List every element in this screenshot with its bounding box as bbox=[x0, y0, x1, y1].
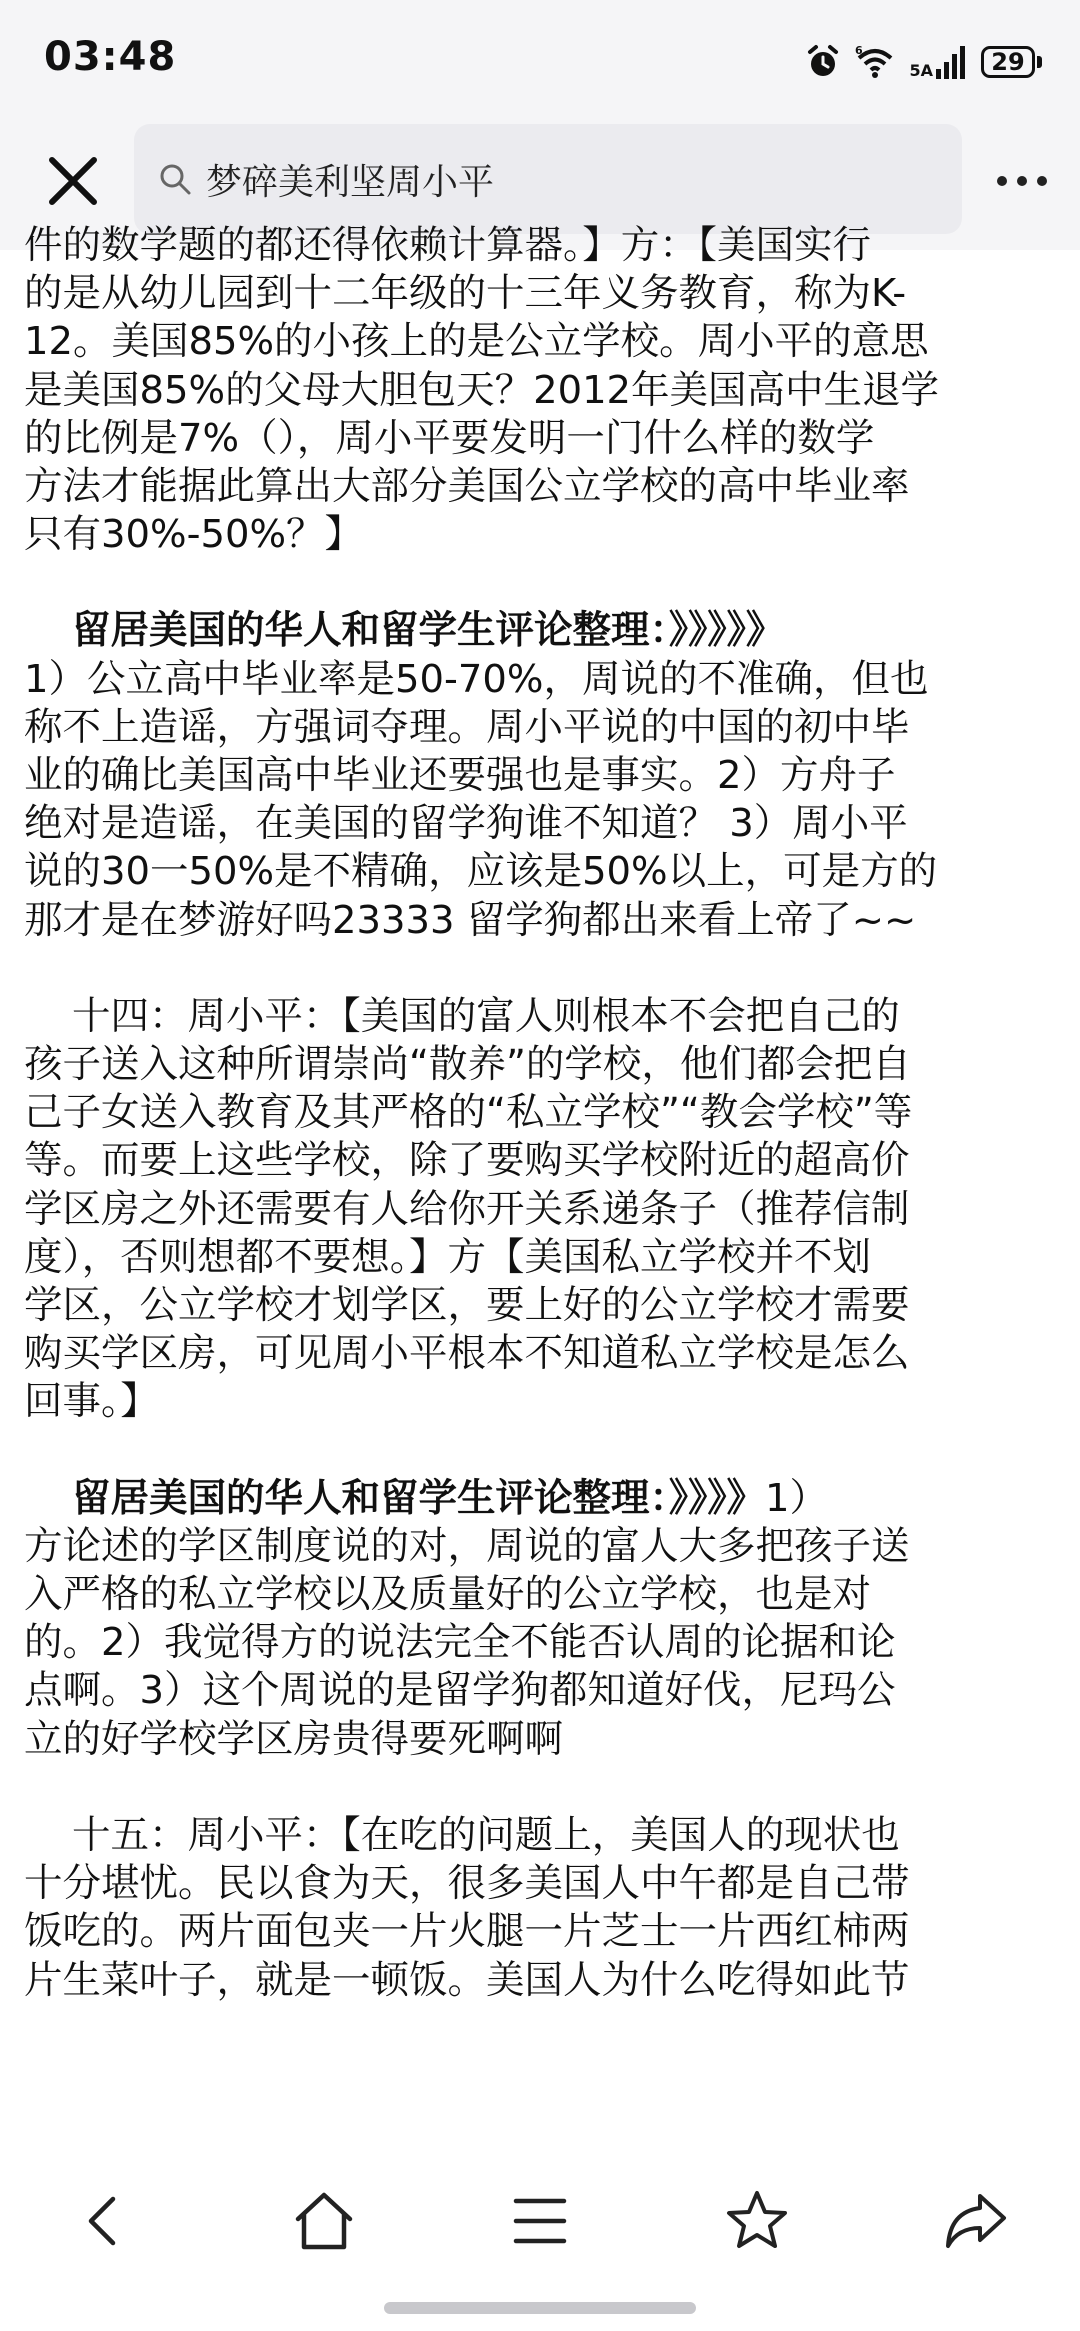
share-button[interactable] bbox=[930, 2176, 1020, 2266]
home-indicator[interactable] bbox=[384, 2302, 696, 2314]
alarm-icon bbox=[805, 44, 841, 80]
text-line: 方法才能据此算出大部分美国公立学校的高中毕业率 bbox=[24, 464, 910, 510]
text-line: 回事。】 bbox=[24, 1379, 159, 1425]
text-line: 立的好学校学区房贵得要死啊啊 bbox=[24, 1716, 564, 1762]
menu-button[interactable] bbox=[495, 2176, 585, 2266]
comment-heading: 留居美国的华人和留学生评论整理：》》》》 bbox=[72, 1475, 766, 1521]
text-line: 12。美国85%的小孩上的是公立学校。周小平的意思 bbox=[24, 319, 929, 365]
text-line: 是美国85%的父母大胆包天？2012年美国高中生退学 bbox=[24, 367, 940, 413]
more-icon bbox=[995, 174, 1049, 188]
status-icons bbox=[805, 40, 1042, 84]
text-line: 购买学区房，可见周小平根本不知道私立学校是怎么 bbox=[24, 1331, 910, 1377]
text-line: 的比例是7%（），周小平要发明一门什么样的数学 bbox=[24, 415, 875, 461]
battery-icon bbox=[981, 46, 1042, 78]
more-button[interactable] bbox=[990, 156, 1054, 206]
text-line: 片生菜叶子，就是一顿饭。美国人为什么吃得如此节 bbox=[24, 1957, 910, 2003]
search-input[interactable] bbox=[134, 124, 962, 234]
text-line: 十分堪忧。民以食为天，很多美国人中午都是自己带 bbox=[24, 1861, 910, 1907]
text-line: 业的确比美国高中毕业还要强也是事实。2）方舟子 bbox=[24, 753, 896, 799]
text-line: 称不上造谣，方强词夺理。周小平说的中国的初中毕 bbox=[24, 704, 910, 750]
home-button[interactable] bbox=[279, 2176, 369, 2266]
paragraph-3 bbox=[0, 993, 1080, 1427]
network-type-label: 5A bbox=[909, 61, 933, 80]
text-line: 的。2）我觉得方的说法完全不能否认周的论据和论 bbox=[24, 1620, 896, 1666]
search-query: 梦碎美利坚周小平 bbox=[206, 161, 495, 203]
text-line: 饭吃的。两片面包夹一片火腿一片芝士一片西红柿两 bbox=[24, 1909, 910, 1955]
text-line: 1）公立高中毕业率是50-70%，周说的不准确，但也 bbox=[24, 656, 929, 702]
home-icon bbox=[292, 2189, 356, 2253]
search-icon bbox=[158, 162, 192, 196]
text-line: 那才是在梦游好吗23333 留学狗都出来看上帝了~~ bbox=[24, 897, 917, 943]
text-line: 的是从幼儿园到十二年级的十三年义务教育，称为K- bbox=[24, 271, 907, 317]
text-line: 学区，公立学校才划学区，要上好的公立学校才需要 bbox=[24, 1283, 910, 1329]
text-line: 说的30一50%是不精确，应该是50%以上，可是方的 bbox=[24, 849, 938, 895]
paragraph-5 bbox=[0, 1812, 1080, 2005]
text-line: 十五：周小平：【在吃的问题上，美国人的现状也 bbox=[72, 1812, 900, 1858]
text-line: 孩子送入这种所谓崇尚“散养”的学校，他们都会把自 bbox=[24, 1042, 911, 1088]
signal-icon bbox=[935, 45, 967, 79]
paragraph-1 bbox=[0, 222, 1080, 559]
text-line: 件的数学题的都还得依赖计算器。】方：【美国实行 bbox=[24, 223, 872, 268]
comment-heading: 留居美国的华人和留学生评论整理：》》》》》 bbox=[72, 608, 785, 654]
article-content bbox=[0, 223, 1080, 2150]
text-line: 只有30%-50%？】 bbox=[24, 512, 364, 558]
text-line: 度），否则想都不要想。】方【美国私立学校并不划 bbox=[24, 1234, 872, 1280]
share-icon bbox=[942, 2188, 1008, 2254]
text-line: 点啊。3）这个周说的是留学狗都知道好伐，尼玛公 bbox=[24, 1668, 896, 1714]
text-fragment: 1） bbox=[765, 1475, 829, 1521]
status-bar bbox=[0, 0, 1080, 120]
close-button[interactable] bbox=[38, 146, 108, 216]
text-line: 入严格的私立学校以及质量好的公立学校，也是对 bbox=[24, 1572, 872, 1618]
star-icon bbox=[724, 2188, 790, 2254]
paragraph-4 bbox=[0, 1475, 1080, 1764]
bottom-navigation bbox=[0, 2150, 1080, 2331]
status-time: 03:48 bbox=[44, 34, 177, 80]
text-line: 十四：周小平：【美国的富人则根本不会把自己的 bbox=[72, 993, 900, 1039]
text-line: 方论述的学区制度说的对，周说的富人大多把孩子送 bbox=[24, 1523, 910, 1569]
battery-level: 29 bbox=[981, 46, 1035, 78]
favorite-button[interactable] bbox=[712, 2176, 802, 2266]
text-line: 绝对是造谣，在美国的留学狗谁不知道？ 3）周小平 bbox=[24, 801, 908, 847]
text-line: 等。而要上这些学校，除了要购买学校附近的超高价 bbox=[24, 1138, 910, 1184]
text-line: 己子女送入教育及其严格的“私立学校”“教会学校”等 bbox=[24, 1090, 913, 1136]
text-line: 学区房之外还需要有人给你开关系递条子（推荐信制 bbox=[24, 1186, 910, 1232]
close-icon bbox=[46, 154, 100, 208]
paragraph-2 bbox=[0, 607, 1080, 944]
menu-icon bbox=[508, 2191, 572, 2251]
svg-text:6: 6 bbox=[855, 44, 864, 57]
back-button[interactable] bbox=[60, 2176, 150, 2266]
wifi-6-icon bbox=[855, 44, 895, 80]
back-icon bbox=[75, 2191, 135, 2251]
